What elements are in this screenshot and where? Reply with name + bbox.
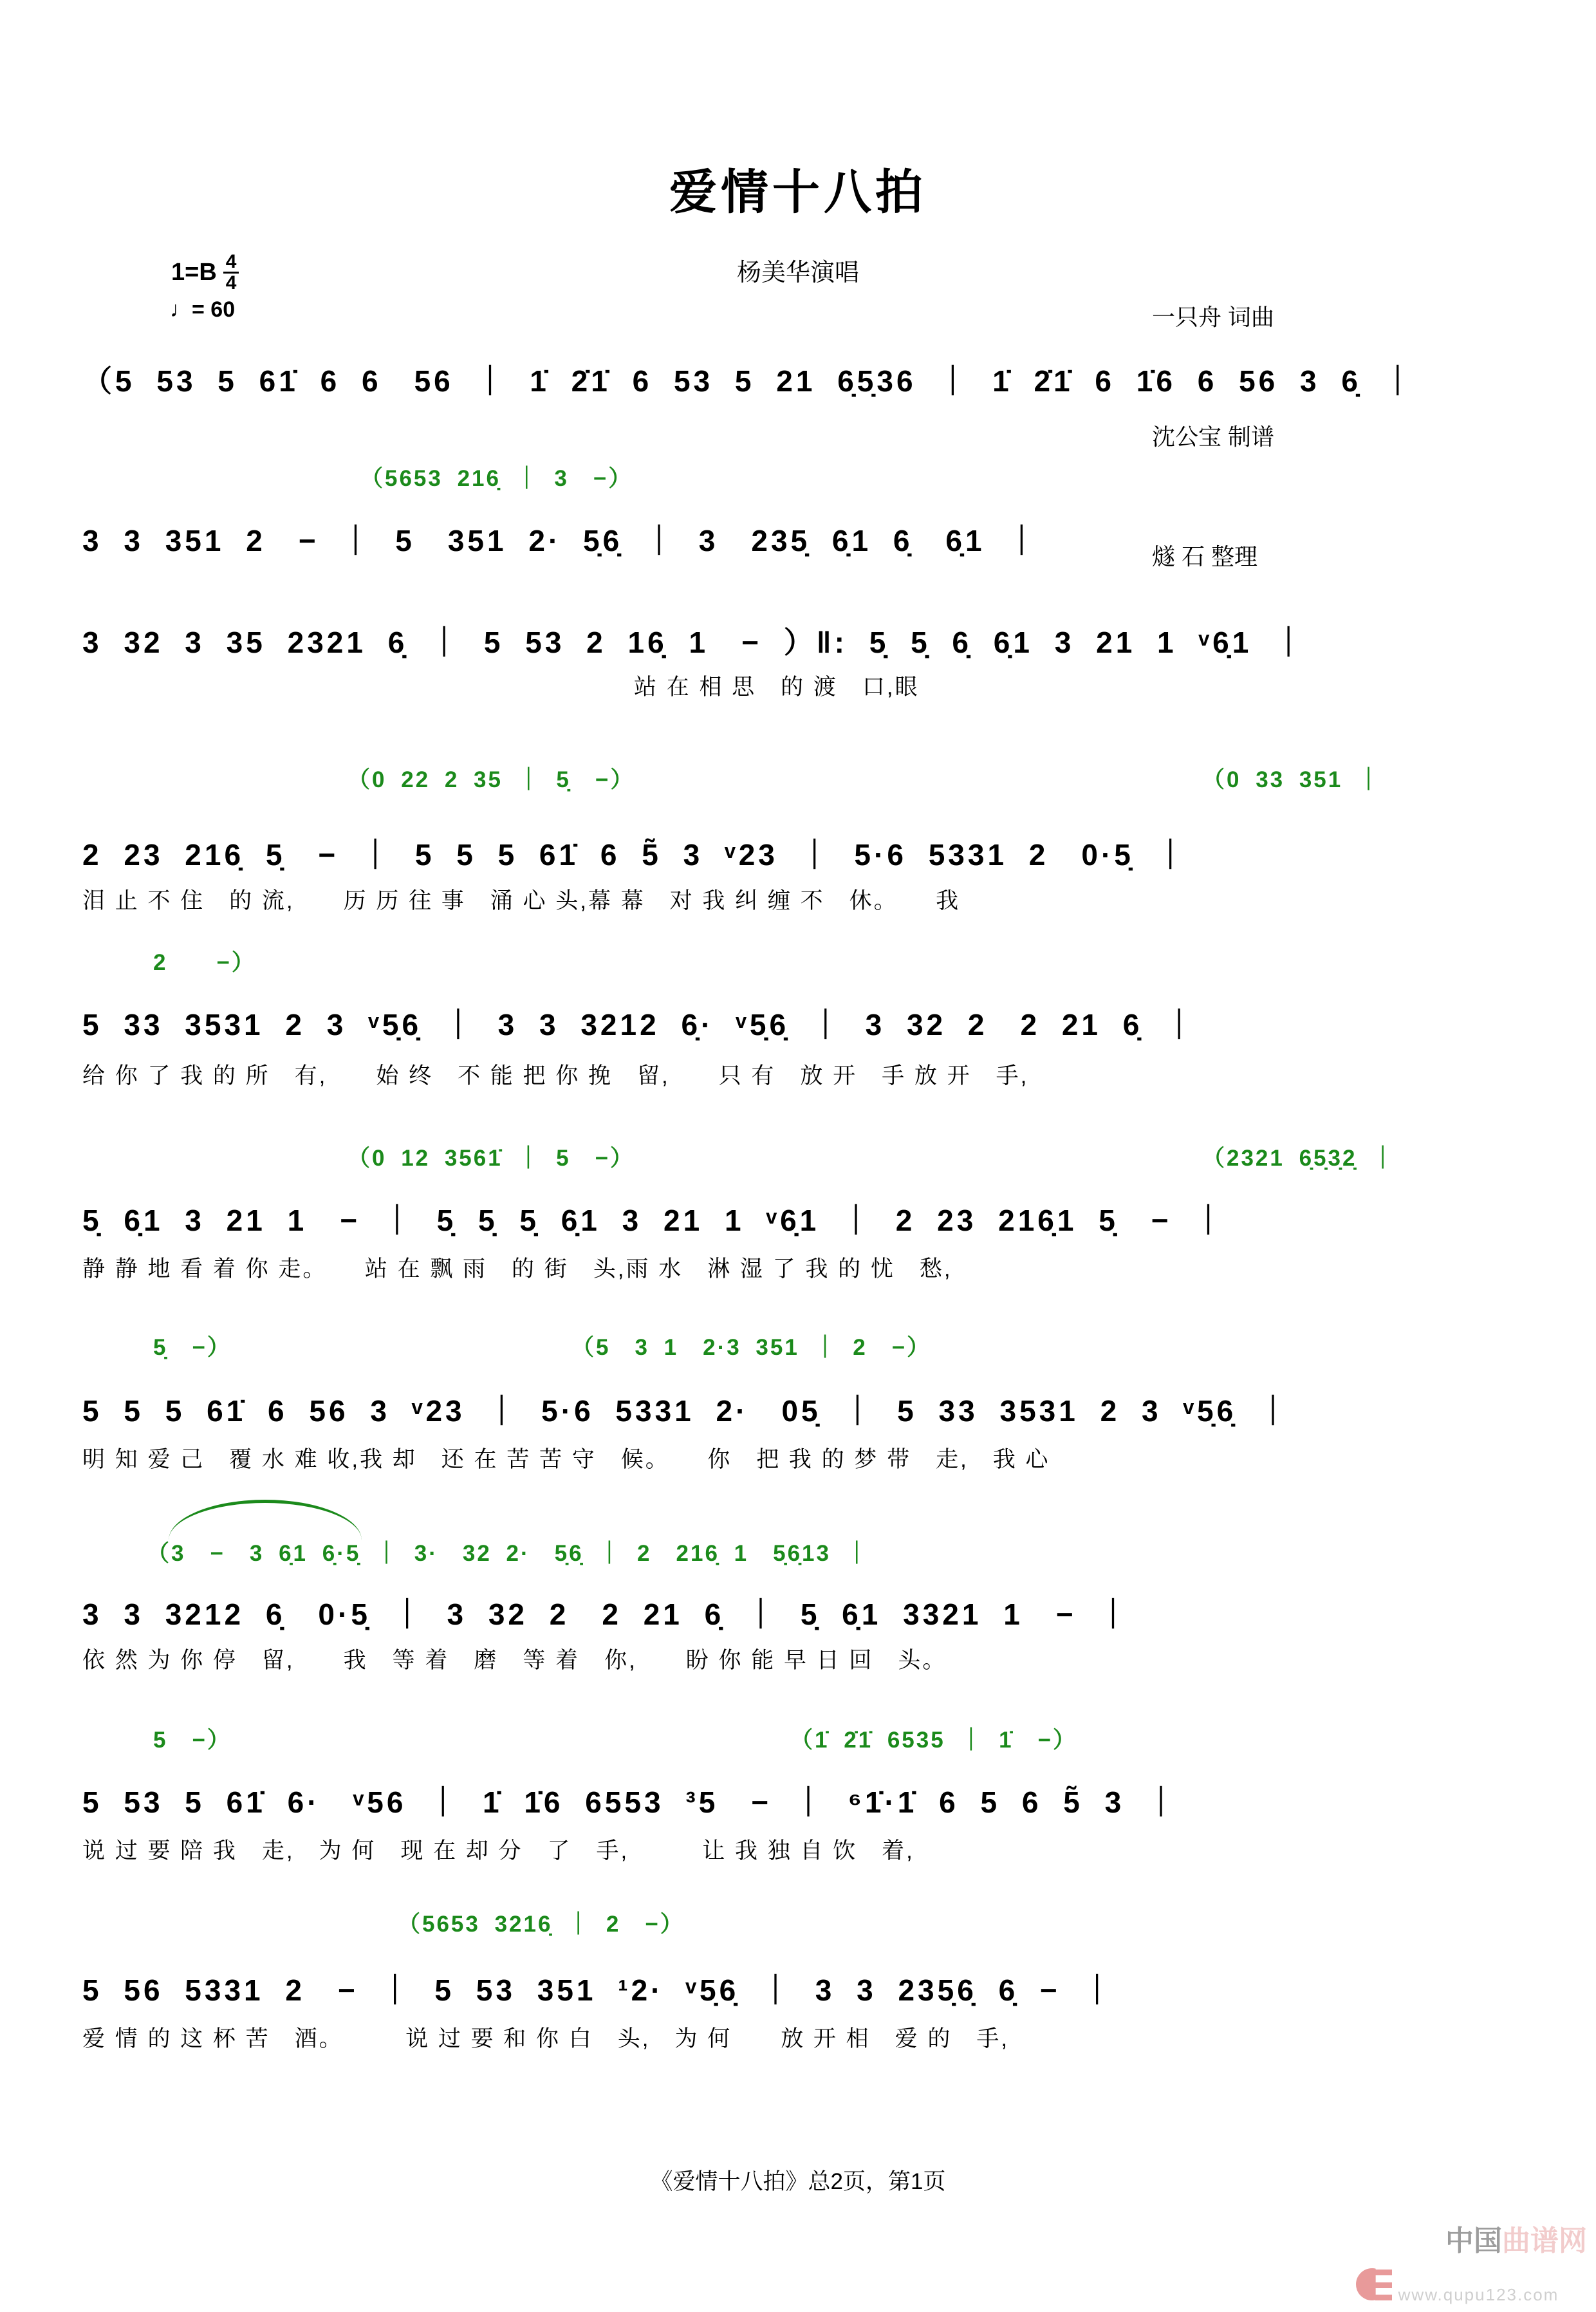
notation-line: 5̣ 6̣1 3 21 1 − ｜ 5̣ 5̣ 5̣ 6̣1 3 21 1 ᵛ6̣1 ｜ 2 23 216̣1 5̣ − ｜ [82, 1204, 1227, 1237]
meter-denominator: 4 [225, 272, 237, 294]
slur-arc [169, 1500, 362, 1540]
watermark-site-part1: 中国 [1445, 2225, 1502, 2257]
interlude-green-line: （0 12 3561̇ ｜ 5 −） [348, 1146, 635, 1171]
watermark-text [1398, 2199, 1587, 2303]
notation-line: 2 23 216̣ 5̣ − ｜ 5 5 5 61̇ 6 5̃ 3 ᵛ23 ｜ 5·6 5331 2 0·5̣ ｜ [82, 838, 1189, 872]
interlude-green-line: （5653 216̣ ｜ 3 −） [360, 466, 633, 491]
interlude-green-line: （0 22 2 35 ｜ 5̣ −） [348, 767, 635, 792]
interlude-green-line: （0 33 351 ｜ [1202, 767, 1382, 792]
credit-lyricist: 一只舟 词曲 [1151, 304, 1274, 330]
lyrics-line: 明 知 爱 己 覆 水 难 收,我 却 还 在 苦 苦 守 候。 你 把 我 的 梦 带 走, 我 心 [82, 1447, 1050, 1472]
notation-line: 5 5 5 61̇ 6 56 3 ᵛ23 ｜ 5·6 5331 2· 05̣ ｜ 5 33 3531 2 3 ᵛ5̣6̣ ｜ [82, 1394, 1292, 1428]
key-signature [171, 252, 239, 293]
interlude-green-line: 5 −） [153, 1728, 232, 1753]
notation-line: 3 3 351 2 − ｜ 5 351 2· 5̣6̣ ｜ 3 235̣ 6̣1 6̣ 6̣1 ｜ [82, 524, 1040, 557]
page-footer: 《爱情十八拍》总2页，第1页 [650, 2169, 946, 2194]
lyrics-line: 说 过 要 陪 我 走, 为 何 现 在 却 分 了 手, 让 我 独 自 饮 着, [82, 1838, 914, 1863]
notation-line: 5 53 5 61̇ 6· ᵛ56 ｜ 1̇ 1̇6 6553 ³5 − ｜ ⁶1̇·1̇ 6 5 6 5̃ 3 ｜ [82, 1785, 1179, 1819]
notation-line: 3 32 3 35 2321 6̣ ｜ 5 53 2 16̣ 1 − ）‖: 5̣ 5̣ 6̣ 6̣1 3 21 1 ᵛ6̣1 ｜ [82, 626, 1307, 659]
credit-arranger: 燧 石 整理 [1151, 543, 1257, 570]
qupu-logo-icon [1356, 2266, 1393, 2303]
lyrics-line: 静 静 地 看 着 你 走。 站 在 飘 雨 的 街 头,雨 水 淋 湿 了 我 的 忧 愁, [82, 1256, 952, 1282]
interlude-green-line: 5̣ −） [153, 1335, 232, 1360]
notation-line: （5 53 5 61̇ 6 6 56 ｜ 1̇ 2̇1̇ 6 53 5 21 6̣5̣36 ｜ 1̇ 2̇1̇ 6 1̇6 6 56 3 6̣ ｜ [82, 364, 1416, 398]
interlude-green-line: （5653 3216̣ ｜ 2 −） [398, 1912, 685, 1937]
interlude-green-line: （3 − 3 6̣1 6̣·5̣ ｜ 3· 32 2· 5̣6̣ ｜ 2 216̣ 1 5̣6̣13 ｜ [147, 1541, 870, 1566]
watermark [1356, 2199, 1587, 2303]
tempo-marking: ♩= 60 [170, 297, 236, 322]
lyrics-line: 给 你 了 我 的 所 有, 始 终 不 能 把 你 挽 留, 只 有 放 开 手 放 开 手, [82, 1063, 1029, 1088]
time-signature [223, 252, 239, 293]
interlude-green-line: （1̇ 2̇1̇ 6535 ｜ 1̇ −） [790, 1728, 1078, 1753]
credit-engraver: 沈公宝 制谱 [1151, 424, 1274, 450]
meter-numerator: 4 [223, 252, 239, 274]
song-title: 爱情十八拍 [669, 165, 927, 219]
notation-line: 5 56 5331 2 − ｜ 5 53 351 ¹2· ᵛ5̣6̣ ｜ 3 3 235̣6̣ 6̣ − ｜ [82, 1973, 1115, 2007]
lyrics-line: 依 然 为 你 停 留, 我 等 着 磨 等 着 你, 盼 你 能 早 日 回 头。 [82, 1648, 947, 1673]
performer-line: 杨美华演唱 [736, 259, 859, 286]
lyrics-line: 爱 情 的 这 杯 苦 酒。 说 过 要 和 你 白 头, 为 何 放 开 相 爱 的 手, [82, 2026, 1010, 2051]
watermark-url: www.qupu123.com [1398, 2285, 1559, 2304]
interlude-green-line: （5 3 1 2·3 351 ｜ 2 −） [571, 1335, 932, 1360]
lyrics-line: 站 在 相 思 的 渡 口,眼 [634, 675, 920, 700]
notation-line: 3 3 3212 6̣ 0·5̣ ｜ 3 32 2 2 21 6̣ ｜ 5̣ 6̣1 3321 1 − ｜ [82, 1598, 1131, 1631]
key-label: 1=B [171, 259, 217, 286]
lyrics-line: 泪 止 不 住 的 流, 历 历 往 事 涌 心 头,幕 幕 对 我 纠 缠 不 休。 我 [82, 888, 961, 913]
notation-line: 5 33 3531 2 3 ᵛ5̣6̣ ｜ 3 3 3212 6̣· ᵛ5̣6̣ ｜ 3 32 2 2 21 6̣ ｜ [82, 1008, 1198, 1041]
interlude-green-line: （2321 6̣5̣3̣2̣ ｜ [1202, 1146, 1396, 1171]
watermark-site-part2: 曲谱网 [1502, 2225, 1587, 2257]
interlude-green-line: 2 −） [153, 950, 256, 975]
